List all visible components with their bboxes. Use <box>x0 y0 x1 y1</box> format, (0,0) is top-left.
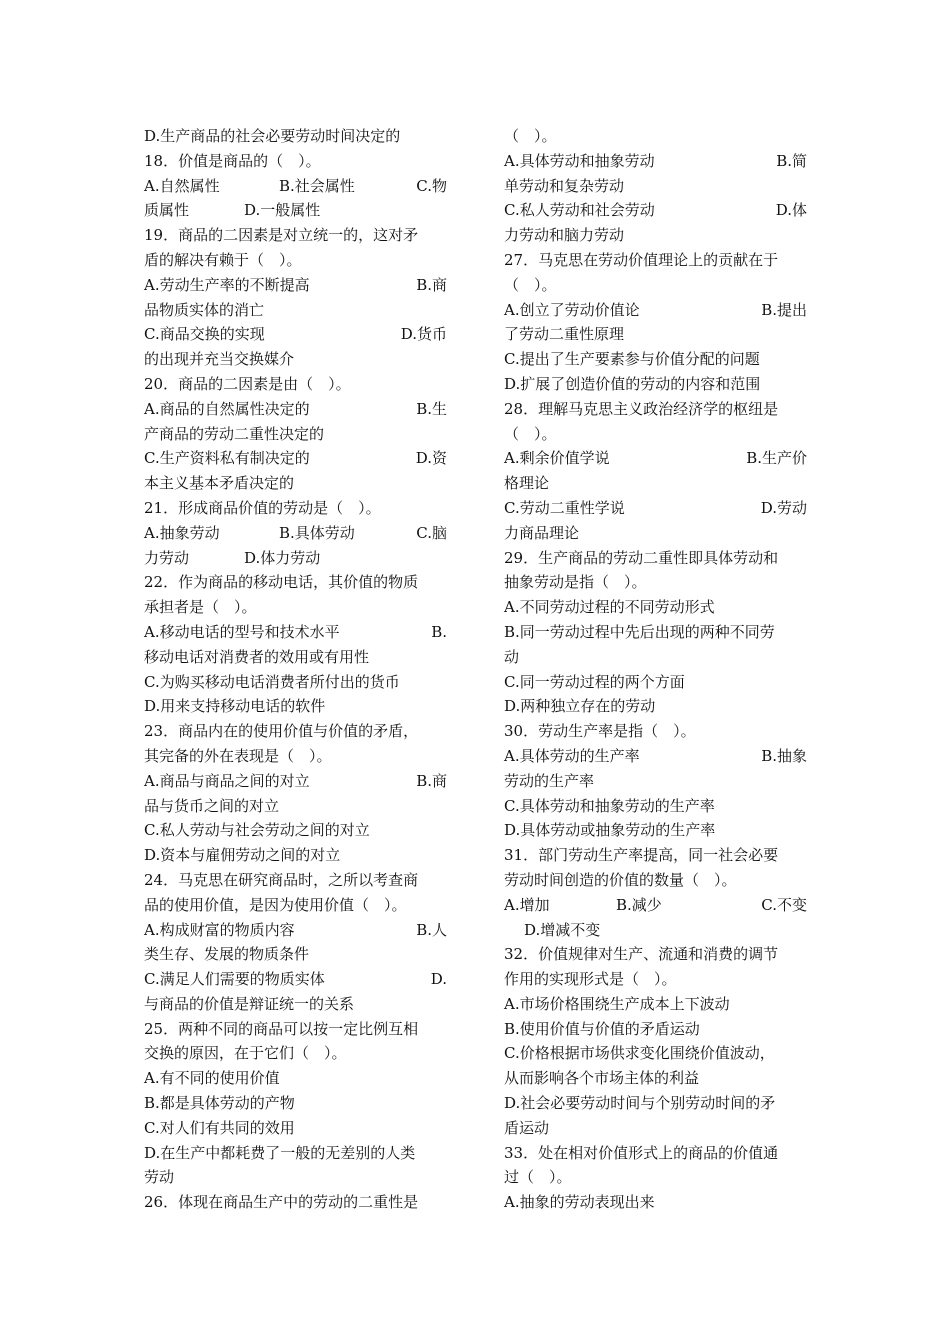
text-line: D.社会必要劳动时间与个别劳动时间的矛 <box>504 1094 776 1113</box>
option-line <box>144 769 447 794</box>
option-line <box>504 744 807 769</box>
text-line: 其完备的外在表现是（ ）。 <box>144 746 332 765</box>
text-line: 28．理解马克思主义政治经济学的枢纽是 <box>504 399 779 418</box>
option-line <box>144 273 447 298</box>
option-line <box>144 521 447 546</box>
text-line: 力劳动和脑力劳动 <box>504 226 625 245</box>
text-line: 力商品理论 <box>504 523 580 542</box>
option-cell: D.体力劳动 <box>244 548 321 567</box>
option-line <box>504 446 807 471</box>
text-line: D.用来支持移动电话的软件 <box>144 697 326 716</box>
option-cell: A.抽象劳动 <box>144 523 220 542</box>
option-right: B.生 <box>416 399 447 418</box>
text-line: 类生存、发展的物质条件 <box>144 945 310 964</box>
option-right: B.生产价 <box>746 449 807 468</box>
text-line: 劳动的生产率 <box>504 771 595 790</box>
option-left: A.移动电话的型号和技术水平 <box>144 622 340 641</box>
option-right: D.体 <box>775 201 807 220</box>
text-line: A.有不同的使用价值 <box>144 1069 280 1088</box>
option-line <box>144 322 447 347</box>
option-cell: C.不变 <box>761 895 807 914</box>
text-line: D.具体劳动或抽象劳动的生产率 <box>504 821 716 840</box>
text-line: （ ）。 <box>504 127 557 145</box>
option-cell: B.减少 <box>616 895 662 914</box>
option-line <box>144 620 447 645</box>
text-line: D.在生产中都耗费了一般的无差别的人类 <box>144 1143 416 1162</box>
text-line: A.抽象的劳动表现出来 <box>504 1193 655 1212</box>
text-line: 27．马克思在劳动价值理论上的贡献在于 <box>504 250 779 269</box>
text-line: 26．体现在商品生产中的劳动的二重性是 <box>144 1193 419 1212</box>
text-line: D.生产商品的社会必要劳动时间决定的 <box>144 127 401 145</box>
text-line: C.对人们有共同的效用 <box>144 1118 295 1137</box>
text-line: C.价格根据市场供求变化围绕价值波动， <box>504 1044 775 1063</box>
text-line: B.同一劳动过程中先后出现的两种不同劳 <box>504 622 775 641</box>
text-line: B.都是具体劳动的产物 <box>144 1094 295 1113</box>
text-line: D.两种独立存在的劳动 <box>504 697 656 716</box>
option-line <box>144 967 447 992</box>
text-line: 交换的原因，在于它们（ ）。 <box>144 1044 347 1063</box>
option-cell: D.一般属性 <box>244 201 321 220</box>
text-line: 动 <box>504 647 520 666</box>
text-line: A.不同劳动过程的不同劳动形式 <box>504 598 715 617</box>
option-right: B.人 <box>416 920 447 939</box>
option-cell: B.社会属性 <box>279 176 355 195</box>
text-line: 劳动时间创造的价值的数量（ ）。 <box>504 870 737 889</box>
option-left: C.商品交换的实现 <box>144 325 265 344</box>
text-line: 32．价值规律对生产、流通和消费的调节 <box>504 945 779 964</box>
option-left: A.构成财富的物质内容 <box>144 920 295 939</box>
option-right: D.劳动 <box>760 498 807 517</box>
text-line: C.具体劳动和抽象劳动的生产率 <box>504 796 715 815</box>
text-line: 29．生产商品的劳动二重性即具体劳动和 <box>504 548 779 567</box>
option-right: D.资 <box>415 449 447 468</box>
text-line: 劳动 <box>144 1168 175 1187</box>
option-left: C.劳动二重性学说 <box>504 498 625 517</box>
text-line: 20．商品的二因素是由（ ）。 <box>144 374 351 393</box>
text-line: 30．劳动生产率是指（ ）。 <box>504 722 696 741</box>
text-line: D.资本与雇佣劳动之间的对立 <box>144 846 341 865</box>
option-line <box>504 149 807 174</box>
option-left: A.剩余价值学说 <box>504 449 610 468</box>
option-right: B.商 <box>416 771 447 790</box>
text-line: D.扩展了创造价值的劳动的内容和范围 <box>504 374 761 393</box>
right-column <box>504 124 807 1215</box>
option-line <box>504 298 807 323</box>
option-line <box>144 198 447 223</box>
left-column <box>144 124 447 1215</box>
option-line <box>504 198 807 223</box>
option-line <box>504 893 807 918</box>
text-line: 格理论 <box>504 474 550 493</box>
option-left: C.生产资料私有制决定的 <box>144 449 310 468</box>
text-line: 承担者是（ ）。 <box>144 598 257 617</box>
option-left: A.劳动生产率的不断提高 <box>144 275 310 294</box>
option-line <box>504 496 807 521</box>
option-line <box>144 397 447 422</box>
text-line: 品物质实体的消亡 <box>144 300 265 319</box>
option-right: D. <box>430 970 447 989</box>
option-line <box>144 446 447 471</box>
text-line: 19．商品的二因素是对立统一的，这对矛 <box>144 226 419 245</box>
text-line: 与商品的价值是辩证统一的关系 <box>144 994 355 1013</box>
text-line: 21．形成商品价值的劳动是（ ）。 <box>144 498 381 517</box>
text-line: C.私人劳动与社会劳动之间的对立 <box>144 821 370 840</box>
text-line: C.提出了生产要素参与价值分配的问题 <box>504 350 760 369</box>
text-line: （ ）。 <box>504 424 557 443</box>
option-left: A.商品与商品之间的对立 <box>144 771 310 790</box>
text-line: 品与货币之间的对立 <box>144 796 280 815</box>
option-left: C.私人劳动和社会劳动 <box>504 201 655 220</box>
text-line: B.使用价值与价值的矛盾运动 <box>504 1019 700 1038</box>
text-line: 31．部门劳动生产率提高，同一社会必要 <box>504 846 779 865</box>
option-cell: 力劳动 <box>144 548 190 567</box>
option-cell: C.物 <box>416 176 447 195</box>
option-right: B.商 <box>416 275 447 294</box>
option-cell: B.具体劳动 <box>279 523 355 542</box>
option-cell: C.脑 <box>416 523 447 542</box>
option-cell: D.增减不变 <box>524 920 601 939</box>
text-line: 移动电话对消费者的效用或有用性 <box>144 647 370 666</box>
option-right: B.提出 <box>761 300 807 319</box>
text-line: 的出现并充当交换媒介 <box>144 350 295 369</box>
option-right: B.简 <box>776 151 807 170</box>
option-left: A.具体劳动的生产率 <box>504 746 640 765</box>
text-line: 33．处在相对价值形式上的商品的价值通 <box>504 1143 779 1162</box>
option-cell: A.增加 <box>504 895 550 914</box>
text-line: 25．两种不同的商品可以按一定比例互相 <box>144 1019 419 1038</box>
text-line: 盾运动 <box>504 1118 550 1137</box>
text-line: 从而影响各个市场主体的利益 <box>504 1069 700 1088</box>
option-right: D.货币 <box>400 325 447 344</box>
text-line: （ ）。 <box>504 275 557 294</box>
text-line: 了劳动二重性原理 <box>504 325 625 344</box>
text-line: 过（ ）。 <box>504 1168 572 1187</box>
text-line: 作用的实现形式是（ ）。 <box>504 970 677 989</box>
option-left: C.满足人们需要的物质实体 <box>144 970 325 989</box>
option-right: B. <box>431 622 447 641</box>
text-line: 23．商品内在的使用价值与价值的矛盾， <box>144 722 419 741</box>
text-line: 盾的解决有赖于（ ）。 <box>144 250 302 269</box>
option-line <box>504 918 807 943</box>
option-left: A.商品的自然属性决定的 <box>144 399 310 418</box>
text-line: C.为购买移动电话消费者所付出的货币 <box>144 672 400 691</box>
text-line: A.市场价格围绕生产成本上下波动 <box>504 994 730 1013</box>
option-left: A.创立了劳动价值论 <box>504 300 640 319</box>
option-cell: A.自然属性 <box>144 176 220 195</box>
text-line: 品的使用价值，是因为使用价值（ ）。 <box>144 895 407 914</box>
option-right: B.抽象 <box>761 746 807 765</box>
text-line: 18．价值是商品的（ ）。 <box>144 151 321 170</box>
option-cell: 质属性 <box>144 201 190 220</box>
text-line: C.同一劳动过程的两个方面 <box>504 672 685 691</box>
text-line: 单劳动和复杂劳动 <box>504 176 625 195</box>
text-line: 22．作为商品的移动电话，其价值的物质 <box>144 573 419 592</box>
option-cell <box>504 918 524 943</box>
option-line <box>144 918 447 943</box>
option-line <box>144 546 447 571</box>
text-line: 24．马克思在研究商品时，之所以考查商 <box>144 870 419 889</box>
option-left: A.具体劳动和抽象劳动 <box>504 151 655 170</box>
text-line: 产商品的劳动二重性决定的 <box>144 424 325 443</box>
text-line: 抽象劳动是指（ ）。 <box>504 573 647 592</box>
text-line: 本主义基本矛盾决定的 <box>144 474 295 493</box>
option-line <box>144 174 447 199</box>
